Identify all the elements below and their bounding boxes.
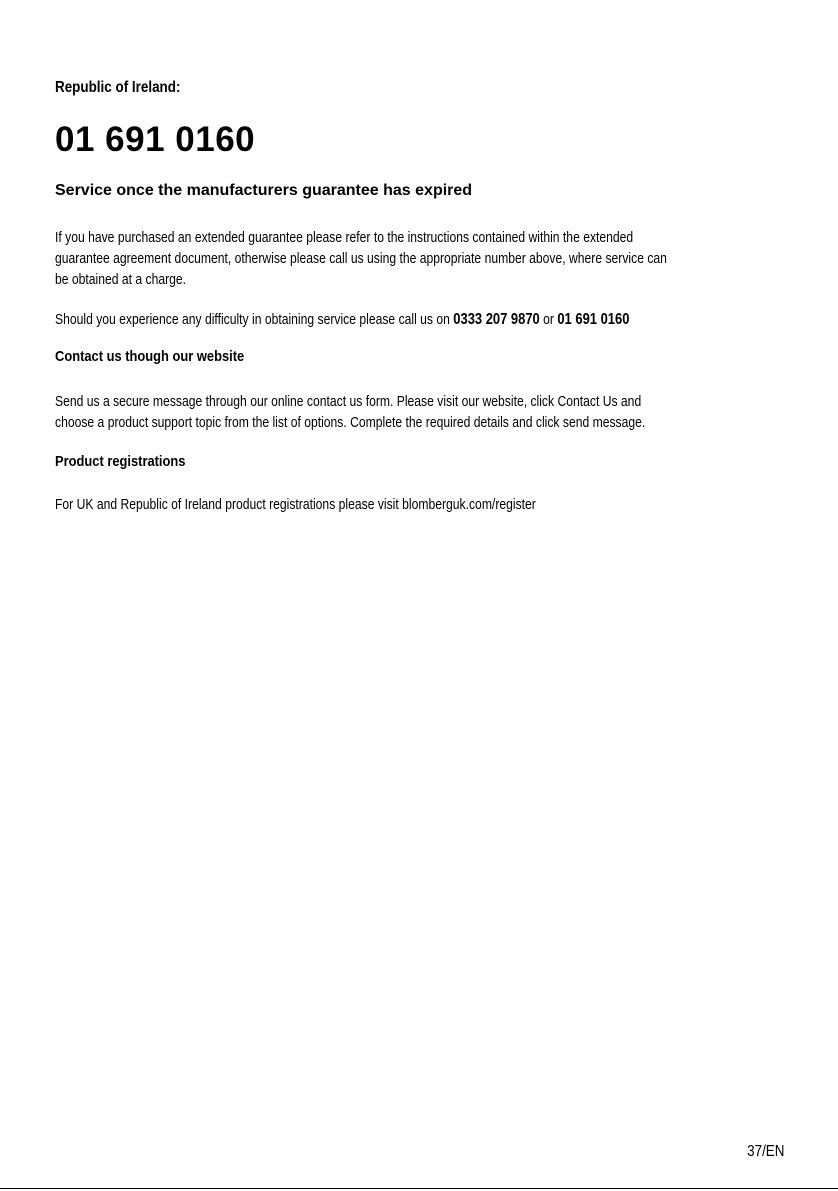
contact-paragraph xyxy=(55,391,784,433)
product-registrations-paragraph: For UK and Republic of Ireland product registrations please visit blomberguk.com/register xyxy=(55,496,536,513)
paragraph-line: be obtained at a charge. xyxy=(55,271,187,288)
ie-phone-number: 01 691 0160 xyxy=(557,311,630,328)
expired-guarantee-heading: Service once the manufacturers guarantee has expired xyxy=(55,182,473,199)
paragraph-line: guarantee agreement document, otherwise please call us using the appropriate number above, where service can xyxy=(55,250,667,267)
extended-guarantee-paragraph xyxy=(55,227,810,290)
uk-phone-number: 0333 207 9870 xyxy=(453,311,540,328)
difficulty-text: Should you experience any difficulty in obtaining service please call us on xyxy=(55,311,450,328)
contact-website-heading: Contact us though our website xyxy=(55,348,245,365)
paragraph-line: choose a product support topic from the list of options. Complete the required details and click send message. xyxy=(55,414,646,431)
region-label: Republic of Ireland: xyxy=(55,79,181,96)
page-number: 37/EN xyxy=(746,1143,784,1160)
paragraph-line: Send us a secure message through our online contact us form. Please visit our website, click Contact Us and xyxy=(55,393,642,410)
paragraph-line: If you have purchased an extended guarantee please refer to the instructions contained within the extended xyxy=(55,229,634,246)
footer-rule xyxy=(0,1188,838,1189)
product-registrations-heading: Product registrations xyxy=(55,453,186,470)
ireland-phone-number: 01 691 0160 xyxy=(55,120,256,159)
difficulty-paragraph xyxy=(55,309,764,330)
connector-text: or xyxy=(543,311,554,328)
